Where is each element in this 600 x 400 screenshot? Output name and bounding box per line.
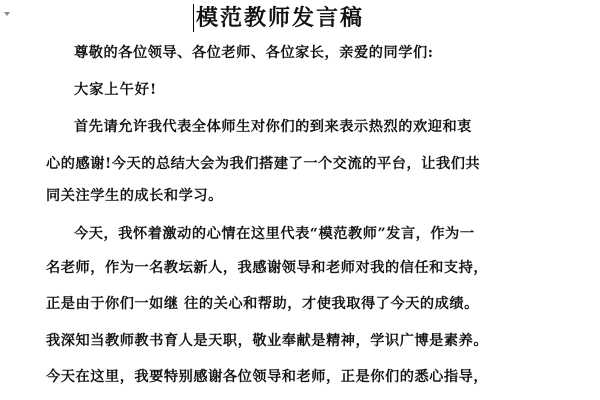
text-line[interactable]: 同关注学生的成长和学习。 — [46, 188, 223, 204]
text-line-greeting[interactable]: 大家上午好! — [74, 82, 158, 98]
text-line[interactable]: 正是由于你们一如继 往的关心和帮助，才使我取得了今天的成绩。 — [46, 296, 479, 312]
document-title[interactable]: 模范教师发言稿 — [196, 5, 365, 31]
text-line[interactable]: 名老师，作为一名教坛新人，我感谢领导和老师对我的信任和支持， — [46, 260, 489, 276]
text-line[interactable]: 心的感谢!今天的总结大会为我们搭建了一个交流的平台，让我们共 — [46, 156, 481, 172]
paragraph-marker-icon — [4, 12, 10, 16]
text-line[interactable]: 我深知当教师教书育人是天职，敬业奉献是精神，学识广博是素养。 — [46, 333, 489, 349]
text-cursor — [193, 4, 194, 32]
text-line[interactable]: 首先请允许我代表全体师生对你们的到来表示热烈的欢迎和衷 — [74, 119, 472, 135]
text-line[interactable]: 今天，我怀着激动的心情在这里代表“模范教师”发言，作为一 — [74, 226, 475, 242]
text-line-salutation[interactable]: 尊敬的各位领导、各位老师、各位家长，亲爱的同学们: — [74, 45, 434, 61]
text-line[interactable]: 今天在这里，我要特别感谢各位领导和老师，正是你们的悉心指导， — [46, 369, 489, 385]
